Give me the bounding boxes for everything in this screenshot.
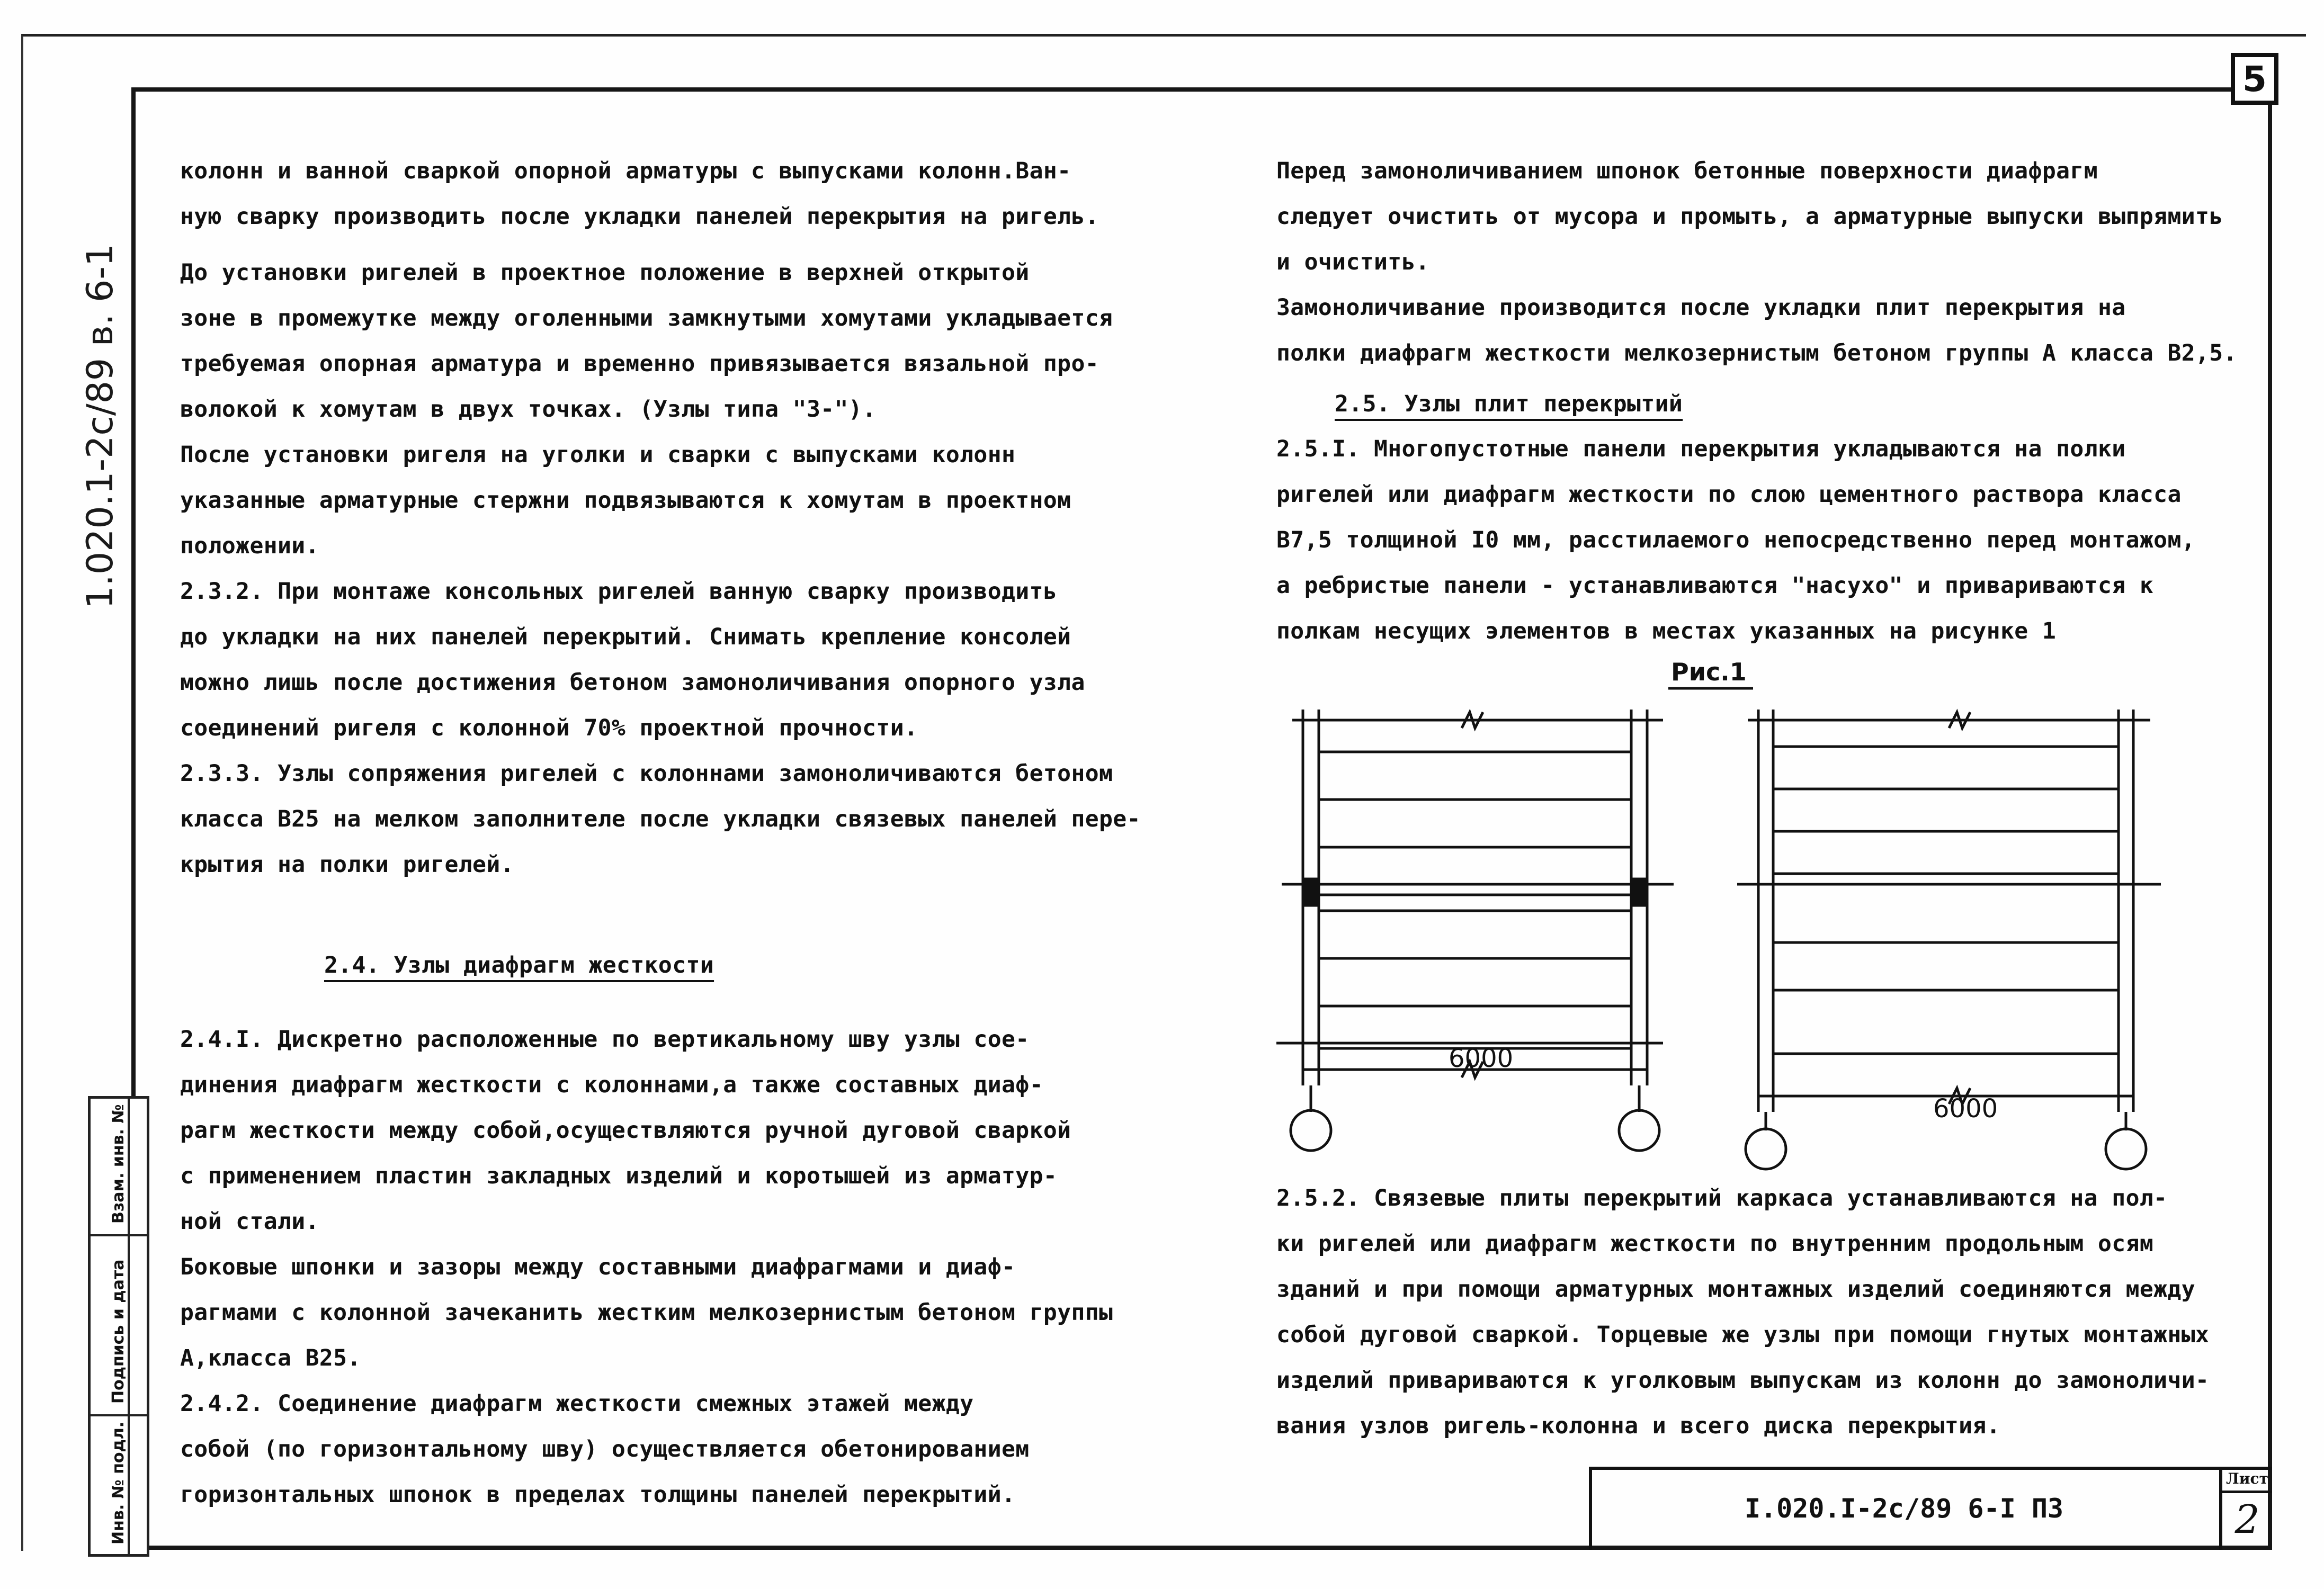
- text-line: 2.4.2. Соединение диафрагм жесткости смежных этажей между: [180, 1390, 974, 1417]
- text-line: ную сварку производить после укладки панелей перекрытия на ригель.: [180, 203, 1100, 230]
- text-line: соединений ригеля с колонной 70% проектной прочности.: [180, 715, 918, 741]
- text-line: 2.3.2. При монтаже консольных ригелей ванную сварку производить: [180, 578, 1058, 605]
- figure-caption: Рис.1: [1671, 658, 1747, 686]
- text-line: А,класса В25.: [180, 1345, 361, 1371]
- text-line: 2.5.2. Связевые плиты перекрытий каркаса устанавливаются на пол-: [1276, 1185, 2168, 1211]
- right-column: [1276, 148, 2237, 376]
- right-column-part2: [1276, 426, 2195, 654]
- text-line: полкам несущих элементов в местах указанных на рисунке 1: [1276, 618, 2057, 644]
- text-line: собой дуговой сваркой. Торцевые же узлы при помощи гнутых монтажных: [1276, 1322, 2210, 1348]
- sheet-number: 2: [2234, 1497, 2260, 1542]
- text-line: ки ригелей или диафрагм жесткости по внутренним продольным осям: [1276, 1231, 2154, 1257]
- text-line: положении.: [180, 533, 319, 559]
- sheet-label: Лист: [2222, 1470, 2272, 1493]
- text-line: следует очистить от мусора и промыть, а арматурные выпуски выпрямить: [1276, 203, 2223, 230]
- text-line: волокой к хомутам в двух точках. (Узлы типа "3-").: [180, 396, 877, 423]
- section-heading-2-5: 2.5. Узлы плит перекрытий: [1335, 391, 1683, 417]
- text-line: класса В25 на мелком заполнителе после укладки связевых панелей пере-: [180, 806, 1141, 832]
- left-column-part2: [180, 1017, 1113, 1518]
- text-line: можно лишь после достижения бетоном замоноличивания опорного узла: [180, 669, 1085, 696]
- right-dimension-label: 6000: [1933, 1094, 1998, 1124]
- text-line: В7,5 толщиной I0 мм, расстилаемого непосредственно перед монтажом,: [1276, 527, 2196, 553]
- text-line: полки диафрагм жесткости мелкозернистым бетоном группы А класса В2,5.: [1276, 340, 2237, 366]
- text-line: указанные арматурные стержни подвязываются к хомутам в проектном: [180, 487, 1071, 514]
- margin-document-code: 1.020.1-2с/89 в. 6-1: [79, 243, 121, 609]
- text-line: Перед замоноличиванием шпонок бетонные поверхности диафрагм: [1276, 158, 2098, 184]
- text-line: изделий привариваются к уголковым выпускам из колонн до замоноличи-: [1276, 1367, 2210, 1394]
- text-line: 2.4.I. Дискретно расположенные по вертикальному шву узлы сое-: [180, 1026, 1030, 1053]
- text-line: зоне в промежутке между оголенными замкнутыми хомутами укладывается: [180, 305, 1113, 331]
- stamp-label-signature: Подпись и дата: [109, 1259, 128, 1404]
- text-line: ной стали.: [180, 1208, 319, 1235]
- text-line: до укладки на них панелей перекрытий. Снимать крепление консолей: [180, 624, 1071, 650]
- text-line: и очистить.: [1276, 249, 1430, 275]
- figure-1-floor-slab-layout: [1261, 651, 2267, 1181]
- text-line: [180, 239, 1141, 250]
- text-line: 2.3.3. Узлы сопряжения ригелей с колоннами замоноличиваются бетоном: [180, 760, 1113, 787]
- text-line: Замоноличивание производится после укладки плит перекрытия на: [1276, 294, 2126, 321]
- text-line: До установки ригелей в проектное положение в верхней открытой: [180, 259, 1030, 286]
- text-line: крытия на полки ригелей.: [180, 851, 514, 878]
- text-line: колонн и ванной сваркой опорной арматуры с выпусками колонн.Ван-: [180, 158, 1071, 184]
- text-line: динения диафрагм жесткости с колоннами,а также составных диаф-: [180, 1072, 1043, 1098]
- text-line: После установки ригеля на уголки и сварки с выпусками колонн: [180, 442, 1016, 468]
- text-line: с применением пластин закладных изделий и коротышей из арматур-: [180, 1163, 1058, 1189]
- stamp-label-inventory: Инв. № подл.: [109, 1421, 128, 1545]
- text-line: Боковые шпонки и зазоры между составными диафрагмами и диаф-: [180, 1254, 1016, 1280]
- text-line: рагмами с колонной зачеканить жестким мелкозернистым бетоном группы: [180, 1299, 1113, 1326]
- text-line: рагм жесткости между собой,осуществляются ручной дуговой сваркой: [180, 1117, 1071, 1144]
- stamp-label-replacement: Взам. инв. №: [109, 1104, 128, 1224]
- section-heading-2-4: 2.4. Узлы диафрагм жесткости: [324, 952, 714, 978]
- text-line: требуемая опорная арматура и временно привязывается вязальной про-: [180, 351, 1100, 377]
- left-column: [180, 148, 1141, 887]
- page-number: 5: [2231, 53, 2278, 105]
- text-line: горизонтальных шпонок в пределах толщины панелей перекрытий.: [180, 1482, 1016, 1508]
- left-dimension-label: 6000: [1449, 1044, 1514, 1073]
- right-column-part3: [1276, 1175, 2209, 1449]
- text-line: зданий и при помощи арматурных монтажных изделий соединяются между: [1276, 1276, 2196, 1303]
- text-line: 2.5.I. Многопустотные панели перекрытия укладываются на полки: [1276, 436, 2126, 462]
- text-line: вания узлов ригель-колонна и всего диска перекрытия.: [1276, 1413, 2000, 1439]
- text-line: а ребристые панели - устанавливаются "насухо" и привариваются к: [1276, 572, 2154, 599]
- text-line: собой (по горизонтальному шву) осуществляется обетонированием: [180, 1436, 1030, 1462]
- text-line: ригелей или диафрагм жесткости по слою цементного раствора класса: [1276, 481, 2182, 508]
- side-stamp: [88, 1096, 149, 1557]
- document-code: I.020.I-2с/89 6-I ПЗ: [1744, 1493, 2064, 1524]
